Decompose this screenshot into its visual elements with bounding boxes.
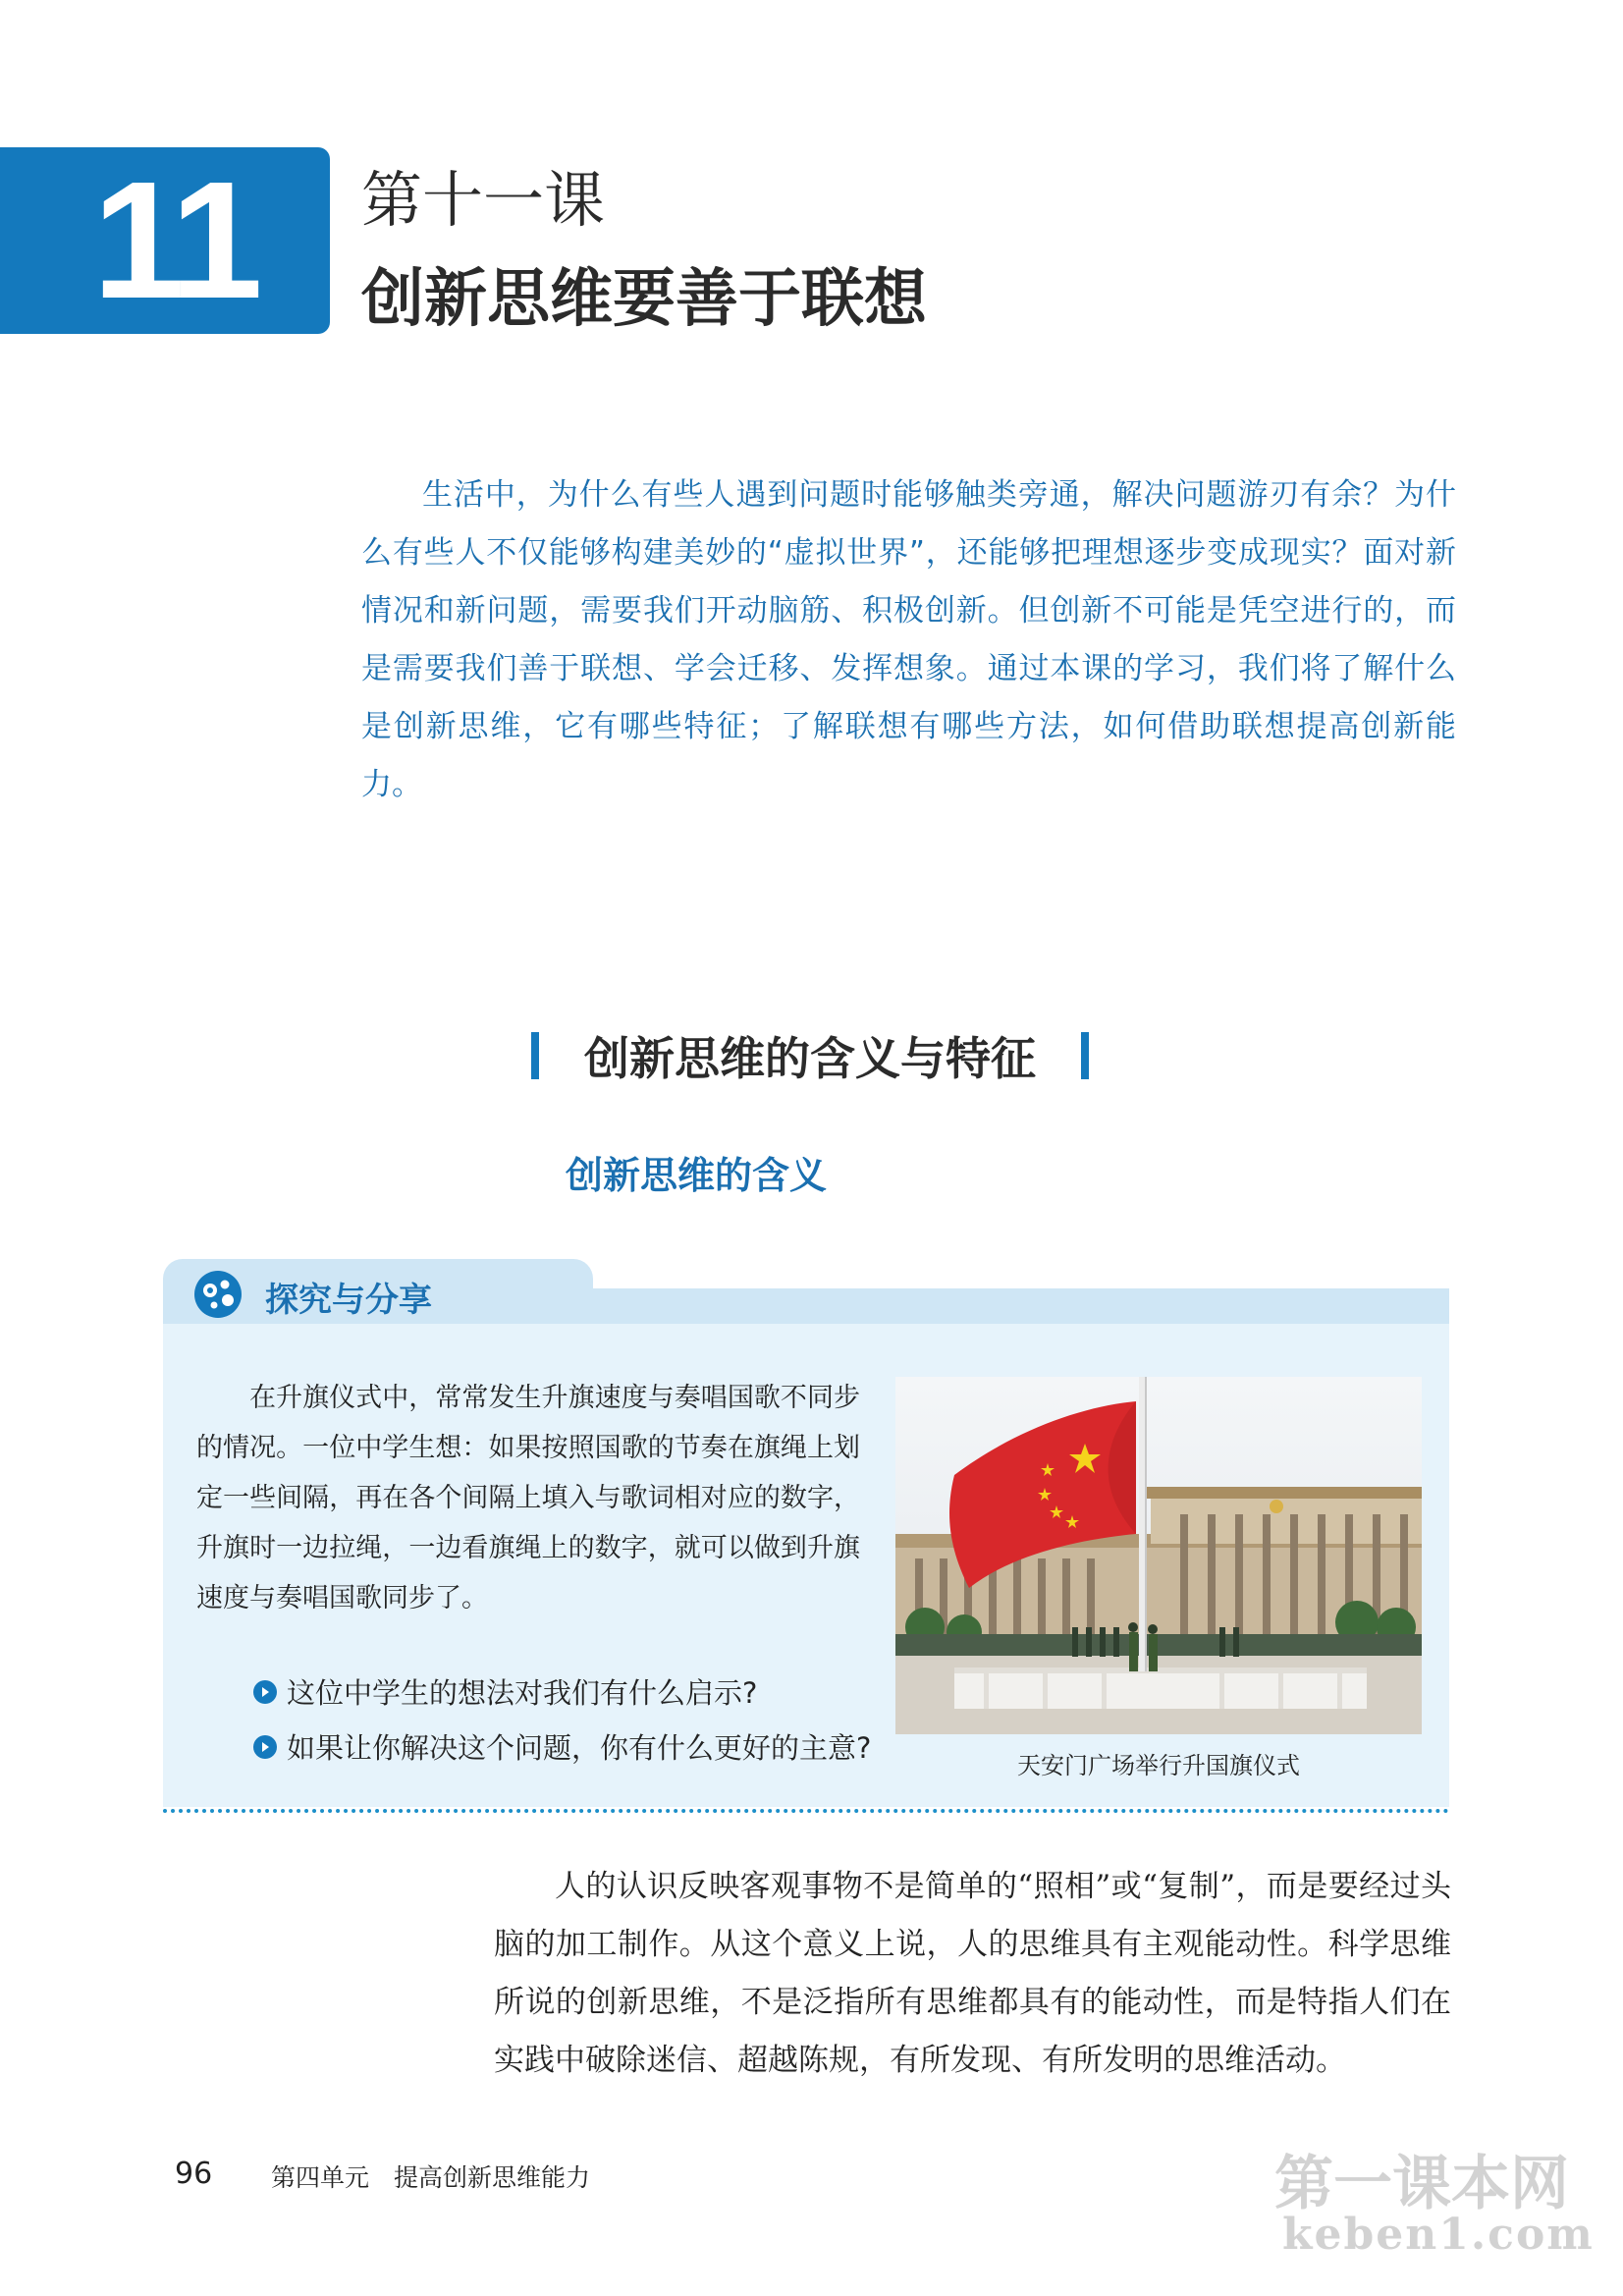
question-item [253, 1671, 757, 1712]
story-paragraph: 在升旗仪式中，常常发生升旗速度与奏唱国歌不同步的情况。一位中学生想：如果按照国歌的节奏在旗绳上划定一些间隔，再在各个间隔上填入与歌词相对应的数字，升旗时一边拉绳，一边看旗绳上的数字，就可以做到升旗速度与奏唱国歌同步了。 [196, 1383, 860, 1613]
explore-label: 探究与分享 [265, 1281, 432, 1320]
body-section [494, 1858, 1451, 2090]
explore-dotted-divider [163, 1809, 1449, 1813]
question-text: 如果让你解决这个问题，你有什么更好的主意? [287, 1731, 872, 1765]
lesson-title: 创新思维要善于联想 [361, 263, 927, 336]
page-number: 96 [175, 2157, 213, 2191]
photo-caption: 天安门广场举行升国旗仪式 [1017, 1752, 1300, 1779]
flag-raising-photo [895, 1377, 1422, 1734]
watermark-text: 第一课本网 [1274, 2150, 1569, 2218]
footer-unit-title: 第四单元 提高创新思维能力 [271, 2163, 591, 2192]
question-text: 这位中学生的想法对我们有什么启示? [287, 1676, 758, 1710]
arrow-bullet-icon [253, 1680, 277, 1704]
intro-paragraph: 生活中，为什么有些人遇到问题时能够触类旁通，解决问题游刃有余？为什么有些人不仅能够构建美妙的“虚拟世界”，还能够把理想逐步变成现实？面对新情况和新问题，需要我们开动脑筋、积极创新。但创新不可能是凭空进行的，而是需要我们善于联想、学会迁移、发挥想象。通过本课的学习，我们将了解什么是创新思维，它有哪些特征；了解联想有哪些方法，如何借助联想提高创新能力。 [361, 477, 1456, 802]
section-heading [501, 1021, 1119, 1090]
molecule-icon [192, 1269, 243, 1320]
question-item [253, 1726, 871, 1767]
section-title: 创新思维的含义与特征 [584, 1032, 1036, 1085]
intro-section [361, 466, 1456, 814]
lesson-kicker: 第十一课 [361, 164, 606, 236]
section-bar-left [531, 1032, 539, 1079]
watermark-url: keben1.com [1282, 2210, 1595, 2260]
subsection-title: 创新思维的含义 [566, 1153, 828, 1197]
arrow-bullet-icon [253, 1735, 277, 1759]
lesson-number: 11 [92, 147, 257, 334]
body-paragraph: 人的认识反映客观事物不是简单的“照相”或“复制”，而是要经过头脑的加工制作。从这个意义上说，人的思维具有主观能动性。科学思维所说的创新思维，不是泛指所有思维都具有的能动性，而是特指人们在实践中破除迷信、超越陈规，有所发现、有所发明的思维活动。 [494, 1869, 1451, 2078]
explore-story [196, 1373, 860, 1623]
section-bar-right [1081, 1032, 1089, 1079]
